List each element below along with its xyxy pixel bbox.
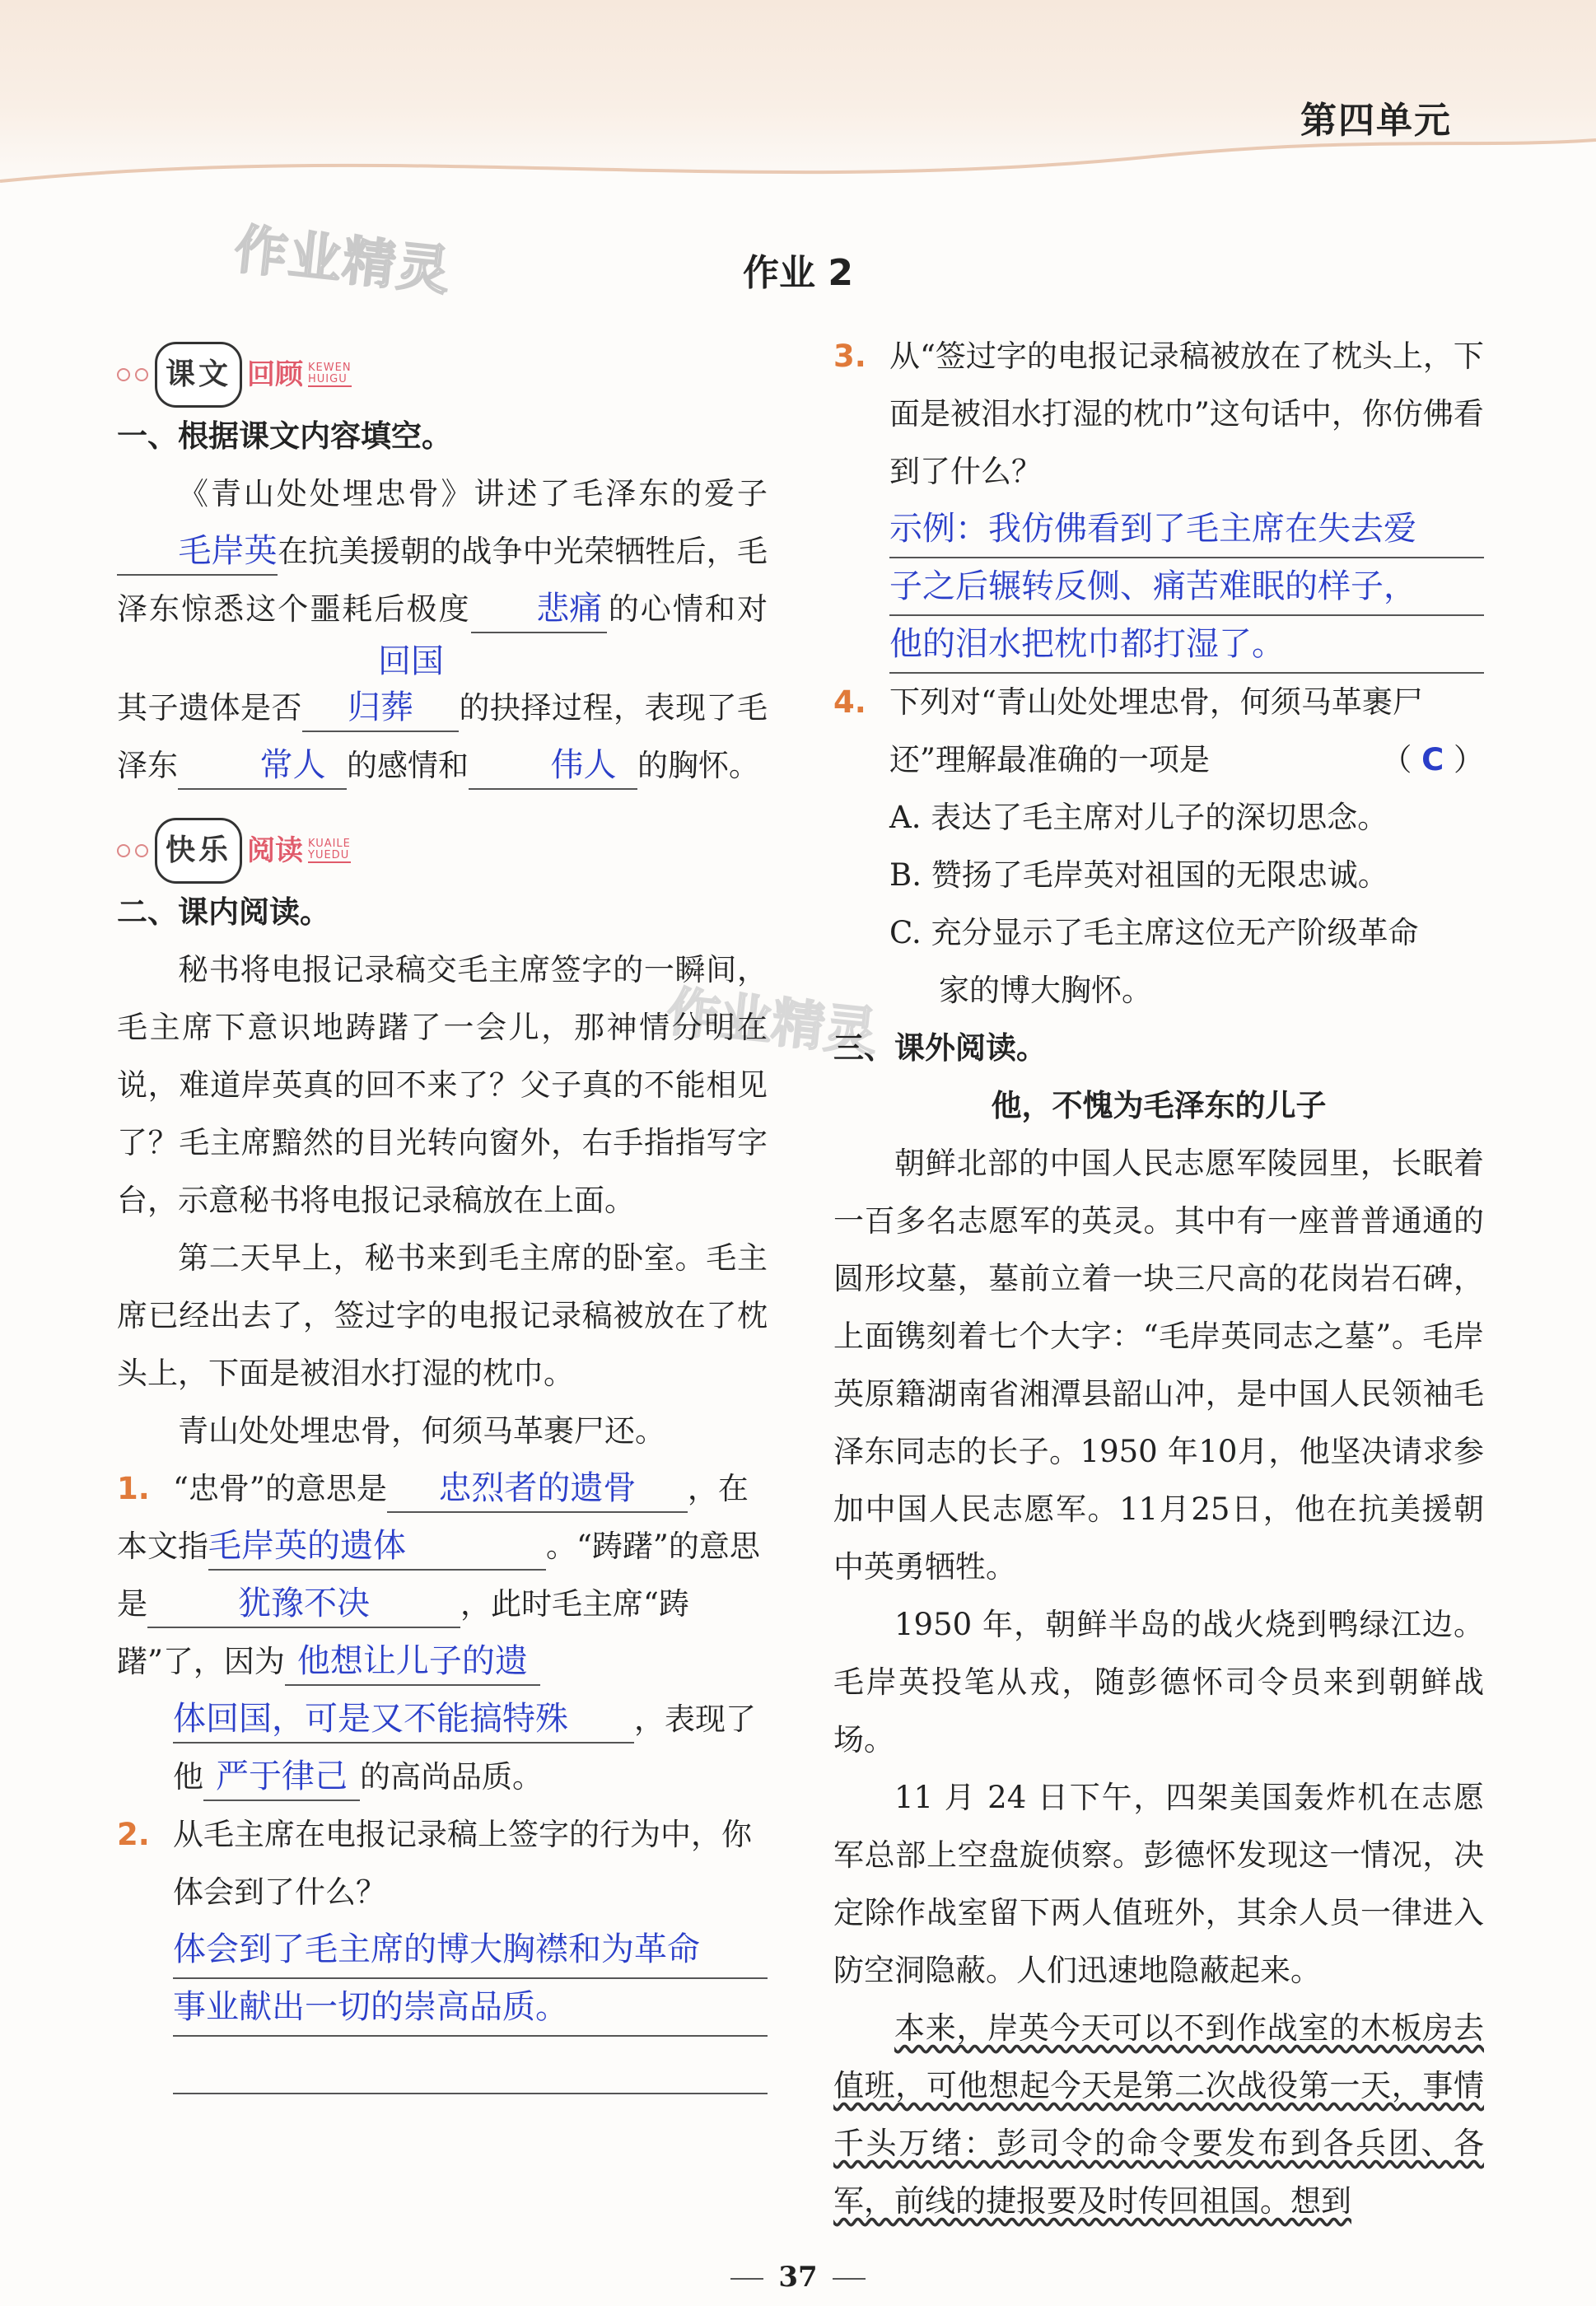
option-c-cont: 家的博大胸怀。 [939,973,1152,1008]
review-tag-main: 课文 [155,342,242,408]
answer-line[interactable]: 体会到了毛主席的博大胸襟和为革命 [173,1921,768,1979]
page-number: 37 [0,2261,1596,2294]
watermark-logo: 作业精灵 [231,219,455,303]
answer-continuation: 体回国，可是又不能搞特殊 ，表现了他 严于律己 的高尚品质。 [117,1691,768,1806]
reading-tag-main: 快乐 [155,818,242,884]
question-3: 3. 从“签过字的电报记录稿被放在了枕头上，下面是被泪水打湿的枕巾”这句话中，你仿佛看到了什么？ 示例：我仿佛看到了毛主席在失去爱 子之后辗转反侧、痛苦难眠的样子， 他的泪水把枕巾都打湿了。 [833,328,1484,674]
review-tag-en: KEWEN HUIGU [308,362,352,385]
article-title: 他，不愧为毛泽东的儿子 [991,1088,1327,1123]
decor-dots [117,844,148,857]
review-tag-sub: 回顾 [247,358,304,391]
empty-answer-line[interactable] [173,2037,768,2094]
question-number: 4. [833,684,866,720]
article-paragraph-underlined: 本来，岸英今天可以不到作战室的木板房去值班，可他想起今天是第二次战役第一天，事情千头万绪：彭司令的命令要发布到各兵团、各军，前线的捷报要及时传回祖国。想到 [833,2010,1484,2219]
answer-lines [833,501,1484,674]
question-2: 2. 从毛主席在电报记录稿上签字的行为中，你体会到了什么？ 体会到了毛主席的博大胸襟和为革命 事业献出一切的崇高品质。 [117,1806,768,2094]
blank-answer[interactable]: 毛岸英 [117,528,278,576]
blank-answer[interactable]: 犹豫不决 [147,1580,460,1628]
question-1: 1. “忠骨”的意思是 忠烈者的遗骨 ，在本文指毛岸英的遗体 。“踌躇”的意思是 犹豫不决 ，此时毛主席“踌躇”了，因为 他想让儿子的遗 体回国，可是又不能搞特殊 ，表现了他 严于律己 的高尚品质。 [117,1460,768,1806]
reading-section-tag [117,826,768,875]
article-paragraph: 朝鲜北部的中国人民志愿军陵园里，长眠着一百多名志愿军的英灵。其中有一座普普通通的圆形坟墓，墓前立着一块三尺高的花岗岩石碑，上面镌刻着七个大字：“毛岸英同志之墓”。毛岸英原籍湖南省湘潭县韶山冲，是中国人民领袖毛泽东同志的长子。1950 年10月，他坚决请求参加中国人民志愿军。11月25日，他在抗美援朝中英勇牺牲。 [833,1146,1484,1585]
option-b[interactable]: B. 赞扬了毛岸英对祖国的无限忠诚。 [889,857,1388,893]
option-a[interactable]: A. 表达了毛主席对儿子的深切思念。 [889,800,1388,835]
unit-title: 第四单元 [1300,100,1452,142]
question-number: 2. [117,1817,150,1852]
blank-answer[interactable]: 伟人 [469,742,637,790]
blank-answer[interactable]: 体回国，可是又不能搞特殊 [173,1696,634,1744]
reading-tag-en: KUAILE YUEDU [308,838,351,861]
decor-dots [117,368,148,381]
answer-lines [117,1921,768,2094]
choice-bracket[interactable]: （ C ） [1381,742,1484,777]
blank-answer[interactable]: 毛岸英的遗体 [208,1523,546,1571]
part2-heading: 二、课内阅读。 [117,894,330,930]
reading-paragraph: 第二天早上，秘书来到毛主席的卧室。毛主席已经出去了，签过字的电报记录稿被放在了枕头上，下面是被泪水打湿的枕巾。 [117,1240,768,1391]
reading-tag-sub: 阅读 [247,834,304,867]
homework-title: 作业 2 [743,252,853,294]
blank-answer[interactable]: 严于律己 [203,1753,360,1801]
question-number: 1. [117,1471,150,1506]
review-section-tag [117,350,768,399]
blank-answer[interactable]: 他想让儿子的遗 [285,1638,540,1686]
part1-heading: 一、根据课文内容填空。 [117,418,452,454]
blank-answer[interactable]: 回国归葬 [302,638,459,732]
blank-answer[interactable]: 忠烈者的遗骨 [387,1465,688,1513]
answer-line[interactable]: 事业献出一切的崇高品质。 [173,1979,768,2037]
choice-answer: C [1421,742,1444,777]
option-c[interactable]: C. 充分显示了毛主席这位无产阶级革命 [889,915,1419,950]
blank-answer[interactable]: 常人 [178,742,347,790]
article-paragraph: 11 月 24 日下午，四架美国轰炸机在志愿军总部上空盘旋侦察。彭德怀发现这一情况，决定除作战室留下两人值班外，其余人员一律进入防空洞隐蔽。人们迅速地隐蔽起来。 [833,1780,1484,1988]
question-4: 4. 下列对“青山处处埋忠骨，何须马革裹尸 还”理解最准确的一项是 （ C ） A. 表达了毛主席对儿子的深切思念。 B. 赞扬了毛岸英对祖国的无限忠诚。 C. 充分显示了毛主席这位无产阶级革命 家的博大胸怀。 [833,674,1484,1020]
answer-line[interactable]: 示例：我仿佛看到了毛主席在失去爱 [889,501,1484,558]
right-column [833,328,1484,2230]
part3-heading: 三、课外阅读。 [833,1030,1047,1066]
question-4-stem: 还”理解最准确的一项是 （ C ） [833,731,1484,789]
answer-line[interactable]: 他的泪水把枕巾都打湿了。 [889,616,1484,674]
reading-quote: 青山处处埋忠骨，何须马革裹尸还。 [178,1413,665,1449]
blank-answer[interactable]: 悲痛 [471,586,607,633]
reading-paragraph: 秘书将电报记录稿交毛主席签字的一瞬间，毛主席下意识地踌躇了一会儿，那神情分明在说，难道岸英真的回不来了？父子真的不能相见了？毛主席黯然的目光转向窗外，右手指指写字台，示意秘书将电报记录稿放在上面。 [117,952,768,1218]
question-number: 3. [833,338,866,374]
answer-line[interactable]: 子之后辗转反侧、痛苦难眠的样子， [889,558,1484,616]
watermark-logo-center: 作业精灵 [664,981,880,1065]
article-paragraph: 1950 年，朝鲜半岛的战火烧到鸭绿江边。毛岸英投笔从戎，随彭德怀司令员来到朝鲜战场。 [833,1607,1484,1758]
left-column [117,325,768,2094]
part1-paragraph: 《青山处处埋忠骨》讲述了毛泽东的爱子毛岸英在抗美援朝的战争中光荣牺牲后，毛泽东惊悉这个噩耗后极度 悲痛 的心情和对其子遗体是否回国归葬 的抉择过程，表现了毛泽东 常人 的感情和 伟人 的胸怀。 [117,465,768,795]
